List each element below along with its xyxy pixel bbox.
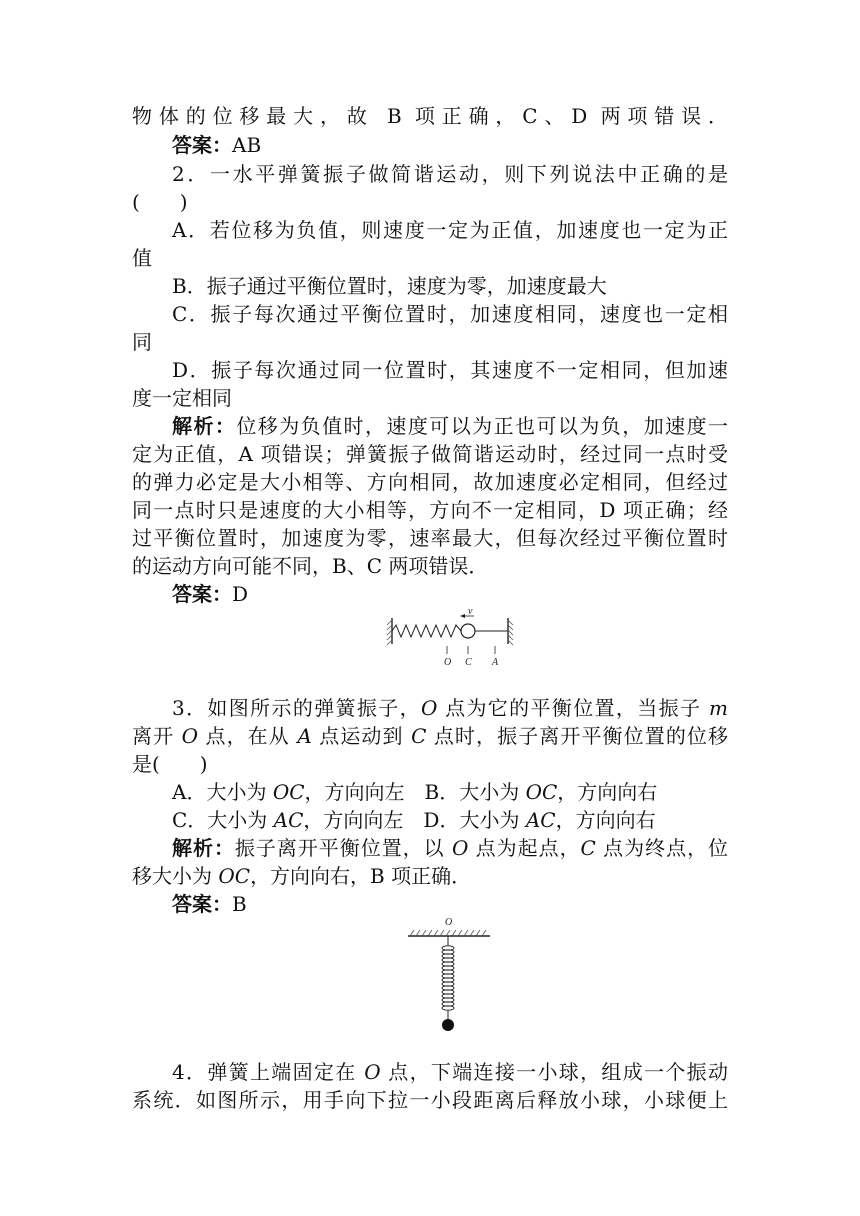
question-4-stem-cont: 系统．如图所示，用手向下拉一小段距离后释放小球，小球便上 — [132, 1088, 728, 1112]
explanation-3-line: 解析：振子离开平衡位置，以 O 点为起点，C 点为终点，位 — [172, 836, 729, 860]
point-o-label: O — [445, 917, 453, 928]
question-2-option-a-cont: 值 — [132, 246, 152, 270]
question-2-option-a: A．若位移为负值，则速度一定为正值，加速度也一定为正 — [172, 218, 728, 242]
answer-value: B — [232, 892, 247, 916]
explanation-2-line: 的运动方向可能不同，B、C 两项错误． — [132, 554, 489, 578]
point-c-label: C — [465, 657, 472, 668]
question-4-stem: 4．弹簧上端固定在 O 点，下端连接一小球，组成一个振动 — [172, 1060, 728, 1084]
answer-label: 答案： — [172, 582, 232, 606]
question-3-options-cd: C．大小为 AC，方向向左 D．大小为 AC，方向向右 — [172, 808, 656, 832]
question-3-stem: 3．如图所示的弹簧振子，O 点为它的平衡位置，当振子 m — [172, 696, 728, 720]
point-o-label: O — [444, 657, 452, 668]
question-3-stem-cont: 离开 O 点，在从 A 点运动到 C 点时，振子离开平衡位置的位移 — [132, 724, 729, 748]
vertical-spring-figure — [404, 916, 494, 1036]
question-2-option-c: C．振子每次通过平衡位置时，加速度相同，速度也一定相 — [172, 302, 728, 326]
explanation-2-line: 过平衡位置时，加速度为零，速率最大，但每次经过平衡位置时 — [132, 526, 728, 550]
question-2-option-d-cont: 度一定相同 — [132, 386, 232, 410]
answer-label: 答案： — [172, 133, 232, 157]
question-2-option-b: B．振子通过平衡位置时，速度为零，加速度最大 — [172, 274, 607, 298]
point-a-label: A — [492, 657, 499, 668]
answer-value: D — [232, 582, 249, 606]
horizontal-spring-oscillator-figure — [380, 606, 520, 668]
question-2-stem: 2．一水平弹簧振子做简谐运动，则下列说法中正确的是 — [172, 162, 728, 186]
question-3-stem-cont: 是( ) — [132, 752, 208, 776]
explanation-2-line: 解析：位移为负值时，速度可以为正也可以为负，加速度一 — [172, 414, 729, 438]
explanation-2-line: 定为正值，A 项错误；弹簧振子做简谐运动时，经过同一点时受 — [132, 442, 728, 466]
explanation-2-line: 的弹力必定是大小相等、方向相同，故加速度必定相同，但经过 — [132, 470, 728, 494]
explanation-3-line: 移大小为 OC，方向向右，B 项正确． — [132, 864, 472, 888]
question-3-options-ab: A．大小为 OC，方向向左 B．大小为 OC，方向向右 — [172, 780, 658, 804]
explanation-2-line: 同一点时只是速度的大小相等，方向不一定相同，D 项正确；经 — [132, 498, 728, 522]
explanation-label: 解析： — [172, 836, 235, 860]
answer-value: AB — [232, 133, 262, 157]
explanation-label: 解析： — [172, 414, 237, 438]
answer-label: 答案： — [172, 892, 232, 916]
answer-line — [172, 890, 247, 918]
question-2-option-d: D．振子每次通过同一位置时，其速度不一定相同，但加速 — [172, 358, 728, 382]
text-line: 物体的位移最大，故 B 项正确，C、D 两项错误． — [132, 104, 728, 128]
question-2-option-c-cont: 同 — [132, 330, 152, 354]
answer-line — [172, 131, 261, 159]
velocity-label: v — [468, 606, 473, 617]
answer-line — [172, 580, 248, 608]
question-2-stem-cont: ( ) — [132, 190, 188, 214]
